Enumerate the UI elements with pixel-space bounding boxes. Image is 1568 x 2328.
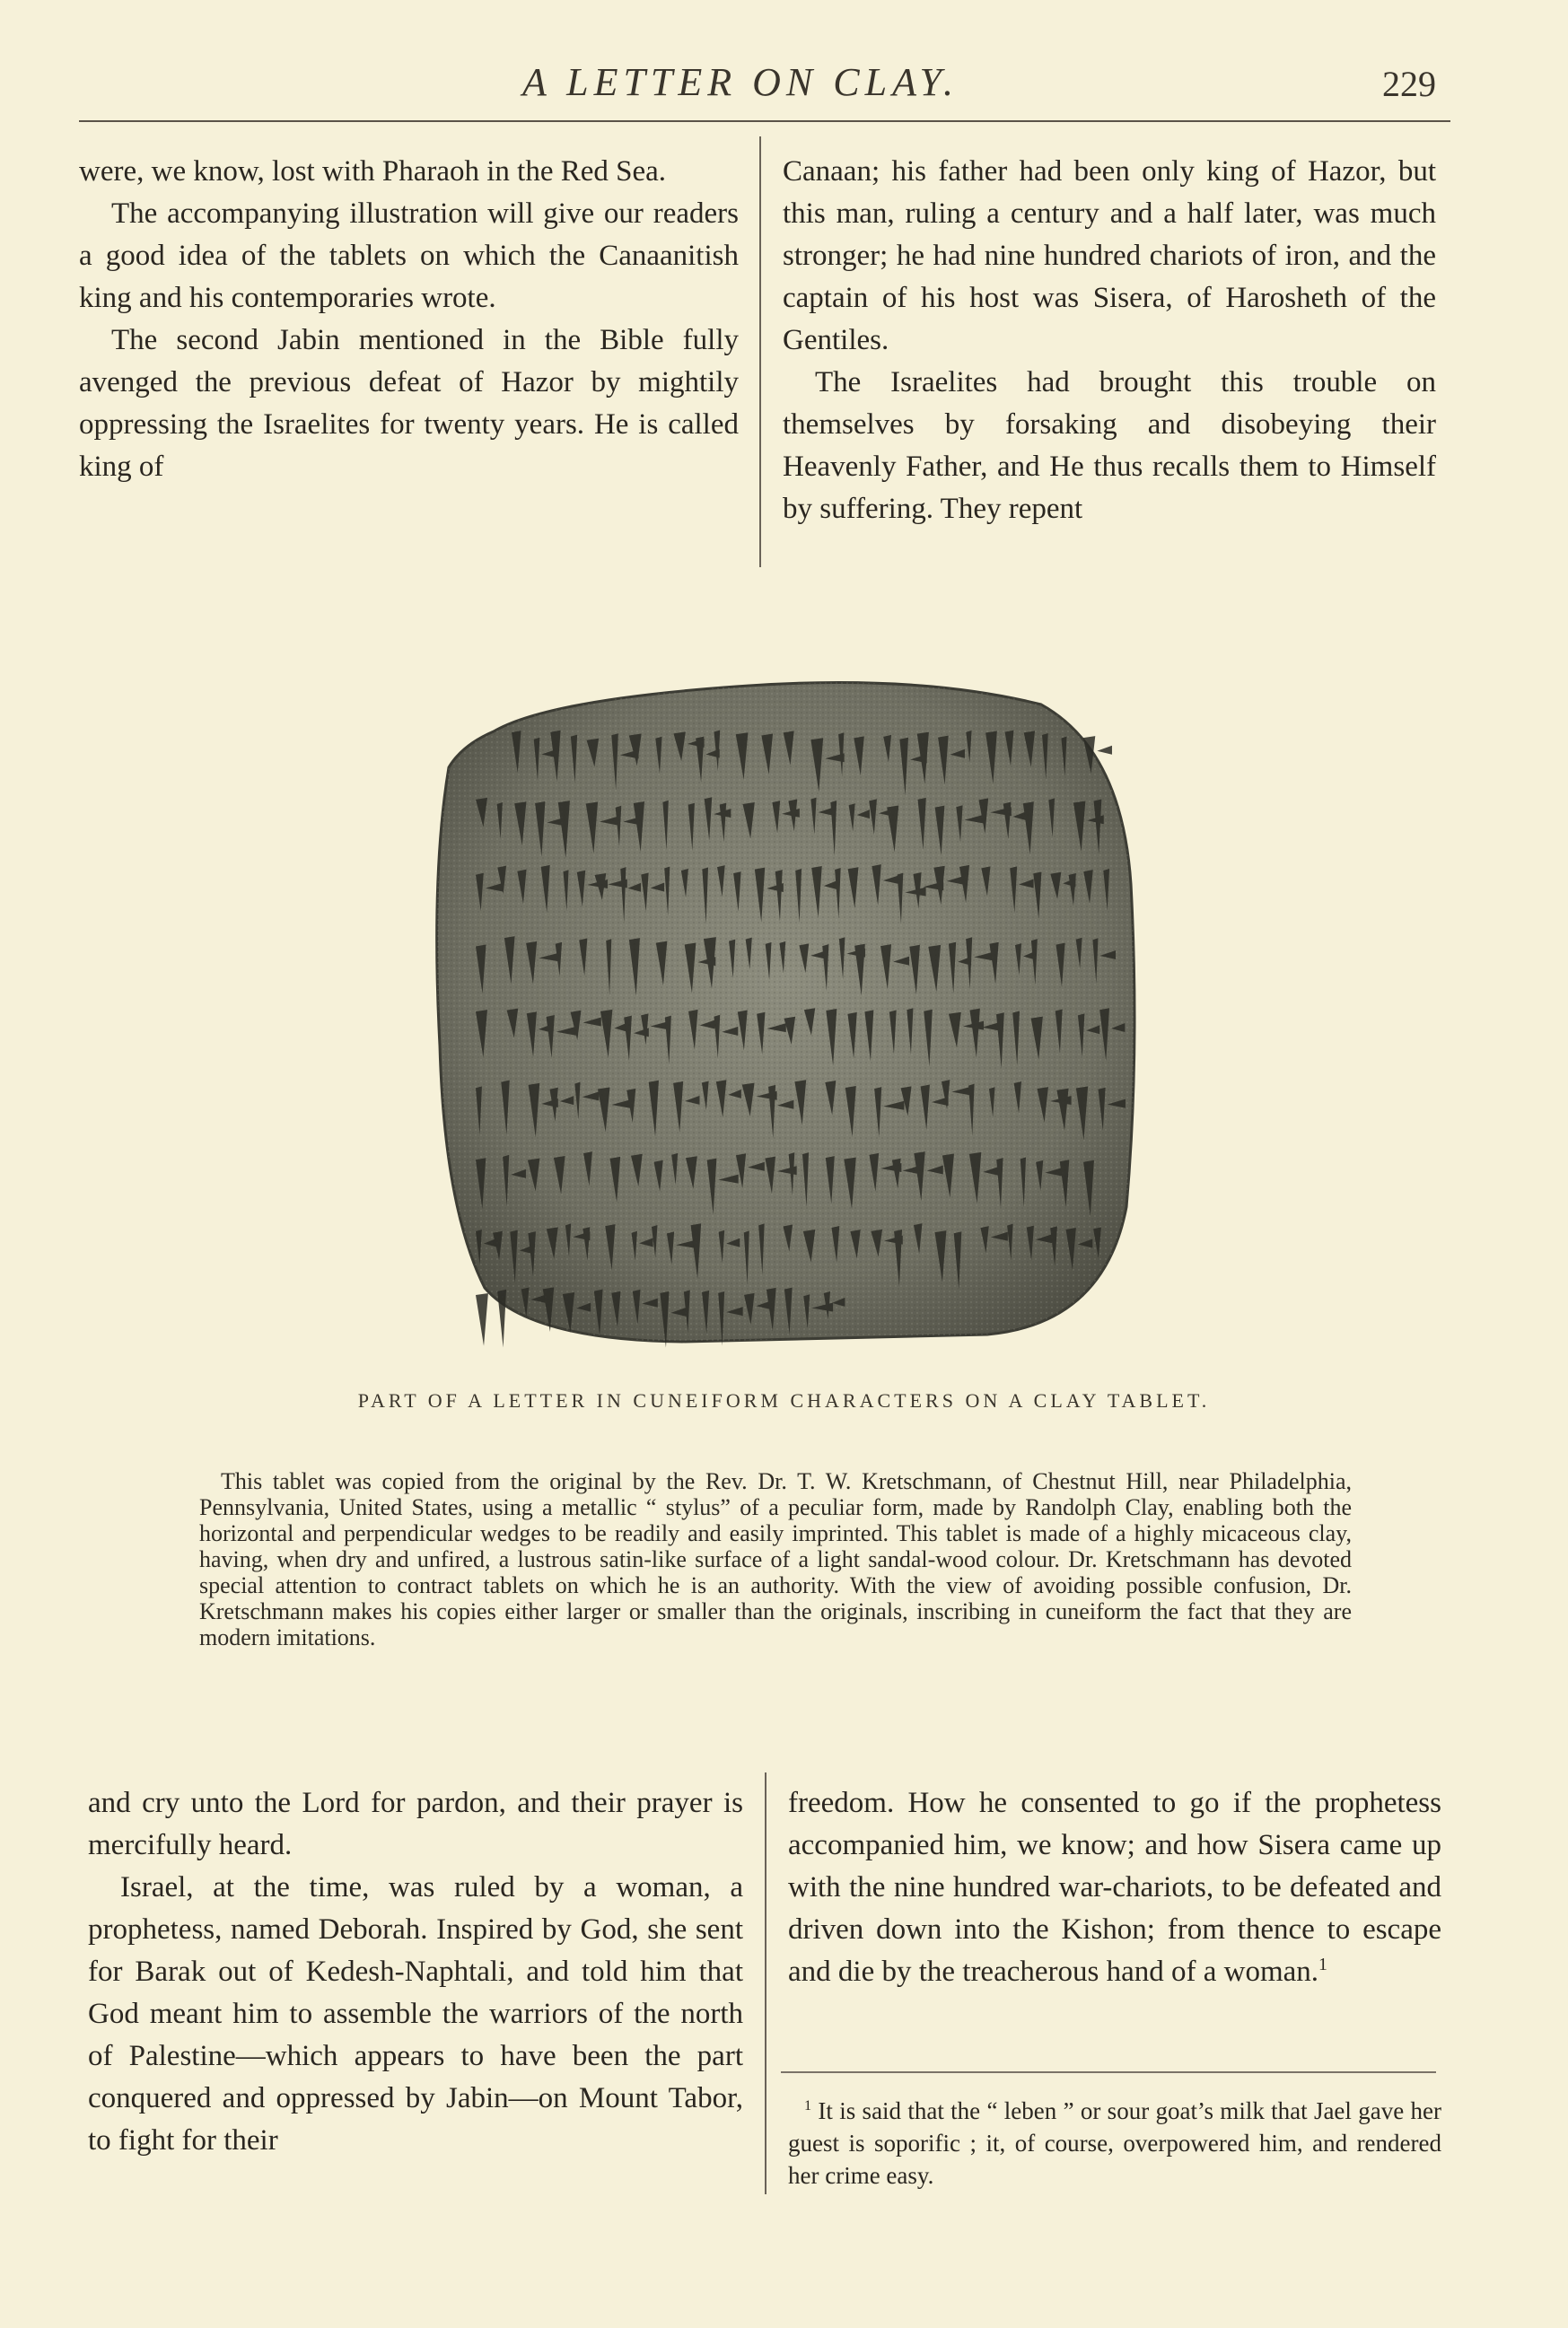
cuneiform-wedge [1097, 746, 1112, 755]
header-rule [79, 120, 1450, 122]
paragraph: were, we know, lost with Pharaoh in the Red Sea. [79, 155, 667, 188]
paragraph: The accompanying illustration will give our readers a good idea of the tablets on which the Canaanitish king and his contemporaries wrote. [79, 197, 739, 314]
paragraph: and cry unto the Lord for pardon, and their prayer is mercifully heard. [88, 1787, 743, 1861]
top-left-column [79, 151, 739, 488]
paragraph: The Israelites had brought this trouble on themselves by forsaking and disobeying their Heavenly Father, and He thus recalls them to Himself by suffering. They repent [783, 366, 1436, 525]
footnote-rule [781, 2071, 1436, 2073]
clay-tablet-illustration [413, 669, 1158, 1351]
running-title: A LETTER ON CLAY. [522, 60, 959, 104]
paragraph: The second Jabin mentioned in the Bible fully avenged the previous defeat of Hazor by mightily oppressing the Israelites for twenty years. He is called king of [79, 324, 739, 483]
footnote [788, 2095, 1441, 2192]
cuneiform-wedge [497, 1290, 506, 1348]
paragraph-text: freedom. How he consented to go if the prophetess accompanied him, we know; and how Sisera came up with the nine hundred war-chariots, to be defeated and driven down into the Kishon; from thence to escape and die by the treacherous hand of a woman. [788, 1787, 1441, 1988]
footnote-text [788, 2095, 1441, 2192]
footnote-body: It is said that the “ leben ” or sour goat’s milk that Jael gave her guest is soporific ; it, of course, overpowered him, and rendered her crime easy. [788, 2097, 1441, 2189]
paragraph [788, 1782, 1441, 1993]
figure-caption-title: PART OF A LETTER IN CUNEIFORM CHARACTERS ON A CLAY TABLET. [357, 1389, 1211, 1412]
column-divider [765, 1772, 766, 2194]
footnote-marker: 1 [804, 2097, 812, 2114]
caption-text: This tablet was copied from the original by the Rev. Dr. T. W. Kretschmann, of Chestnut Hill, near Philadelphia, Pennsylvania, United States, using a metallic “ stylus” of a peculiar form, made by Randolph Clay, enabling both the horizontal and perpendicular wedges to be readily and easily imprinted. This tablet is made of a highly micaceous clay, having, when dry and unfired, a lustrous satin-like surface of a light sandal-wood colour. Dr. Kretschmann has devoted special attention to contract tablets on which he is an authority. With the view of avoiding possible confusion, Dr. Kretschmann makes his copies either larger or smaller than the originals, inscribing in cuneiform the fact that they are modern imitations. [199, 1468, 1352, 1650]
footnote-reference: 1 [1318, 1955, 1327, 1974]
running-head [0, 59, 1568, 113]
cuneiform-wedge [476, 1293, 488, 1346]
column-divider [759, 136, 761, 567]
cuneiform-tablet-image [413, 669, 1158, 1351]
bottom-left-column [88, 1782, 743, 2162]
paragraph: Canaan; his father had been only king of Hazor, but this man, ruling a century and a half later, was much stronger; he had nine hundred chariots of iron, and the captain of his host was Sisera, of Harosheth of the Gentiles. [783, 155, 1436, 356]
bottom-right-column [788, 1782, 1441, 1993]
page-number: 229 [1382, 64, 1436, 104]
figure-caption-body [199, 1468, 1352, 1650]
paragraph: Israel, at the time, was ruled by a woman, a prophetess, named Deborah. Inspired by God, she sent for Barak out of Kedesh-Naphtali, and told him that God meant him to assemble the warriors of the north of Palestine—which appears to have been the part conquered and oppressed by Jabin—on Mount Tabor, to fight for their [88, 1871, 743, 2157]
top-right-column [783, 151, 1436, 530]
